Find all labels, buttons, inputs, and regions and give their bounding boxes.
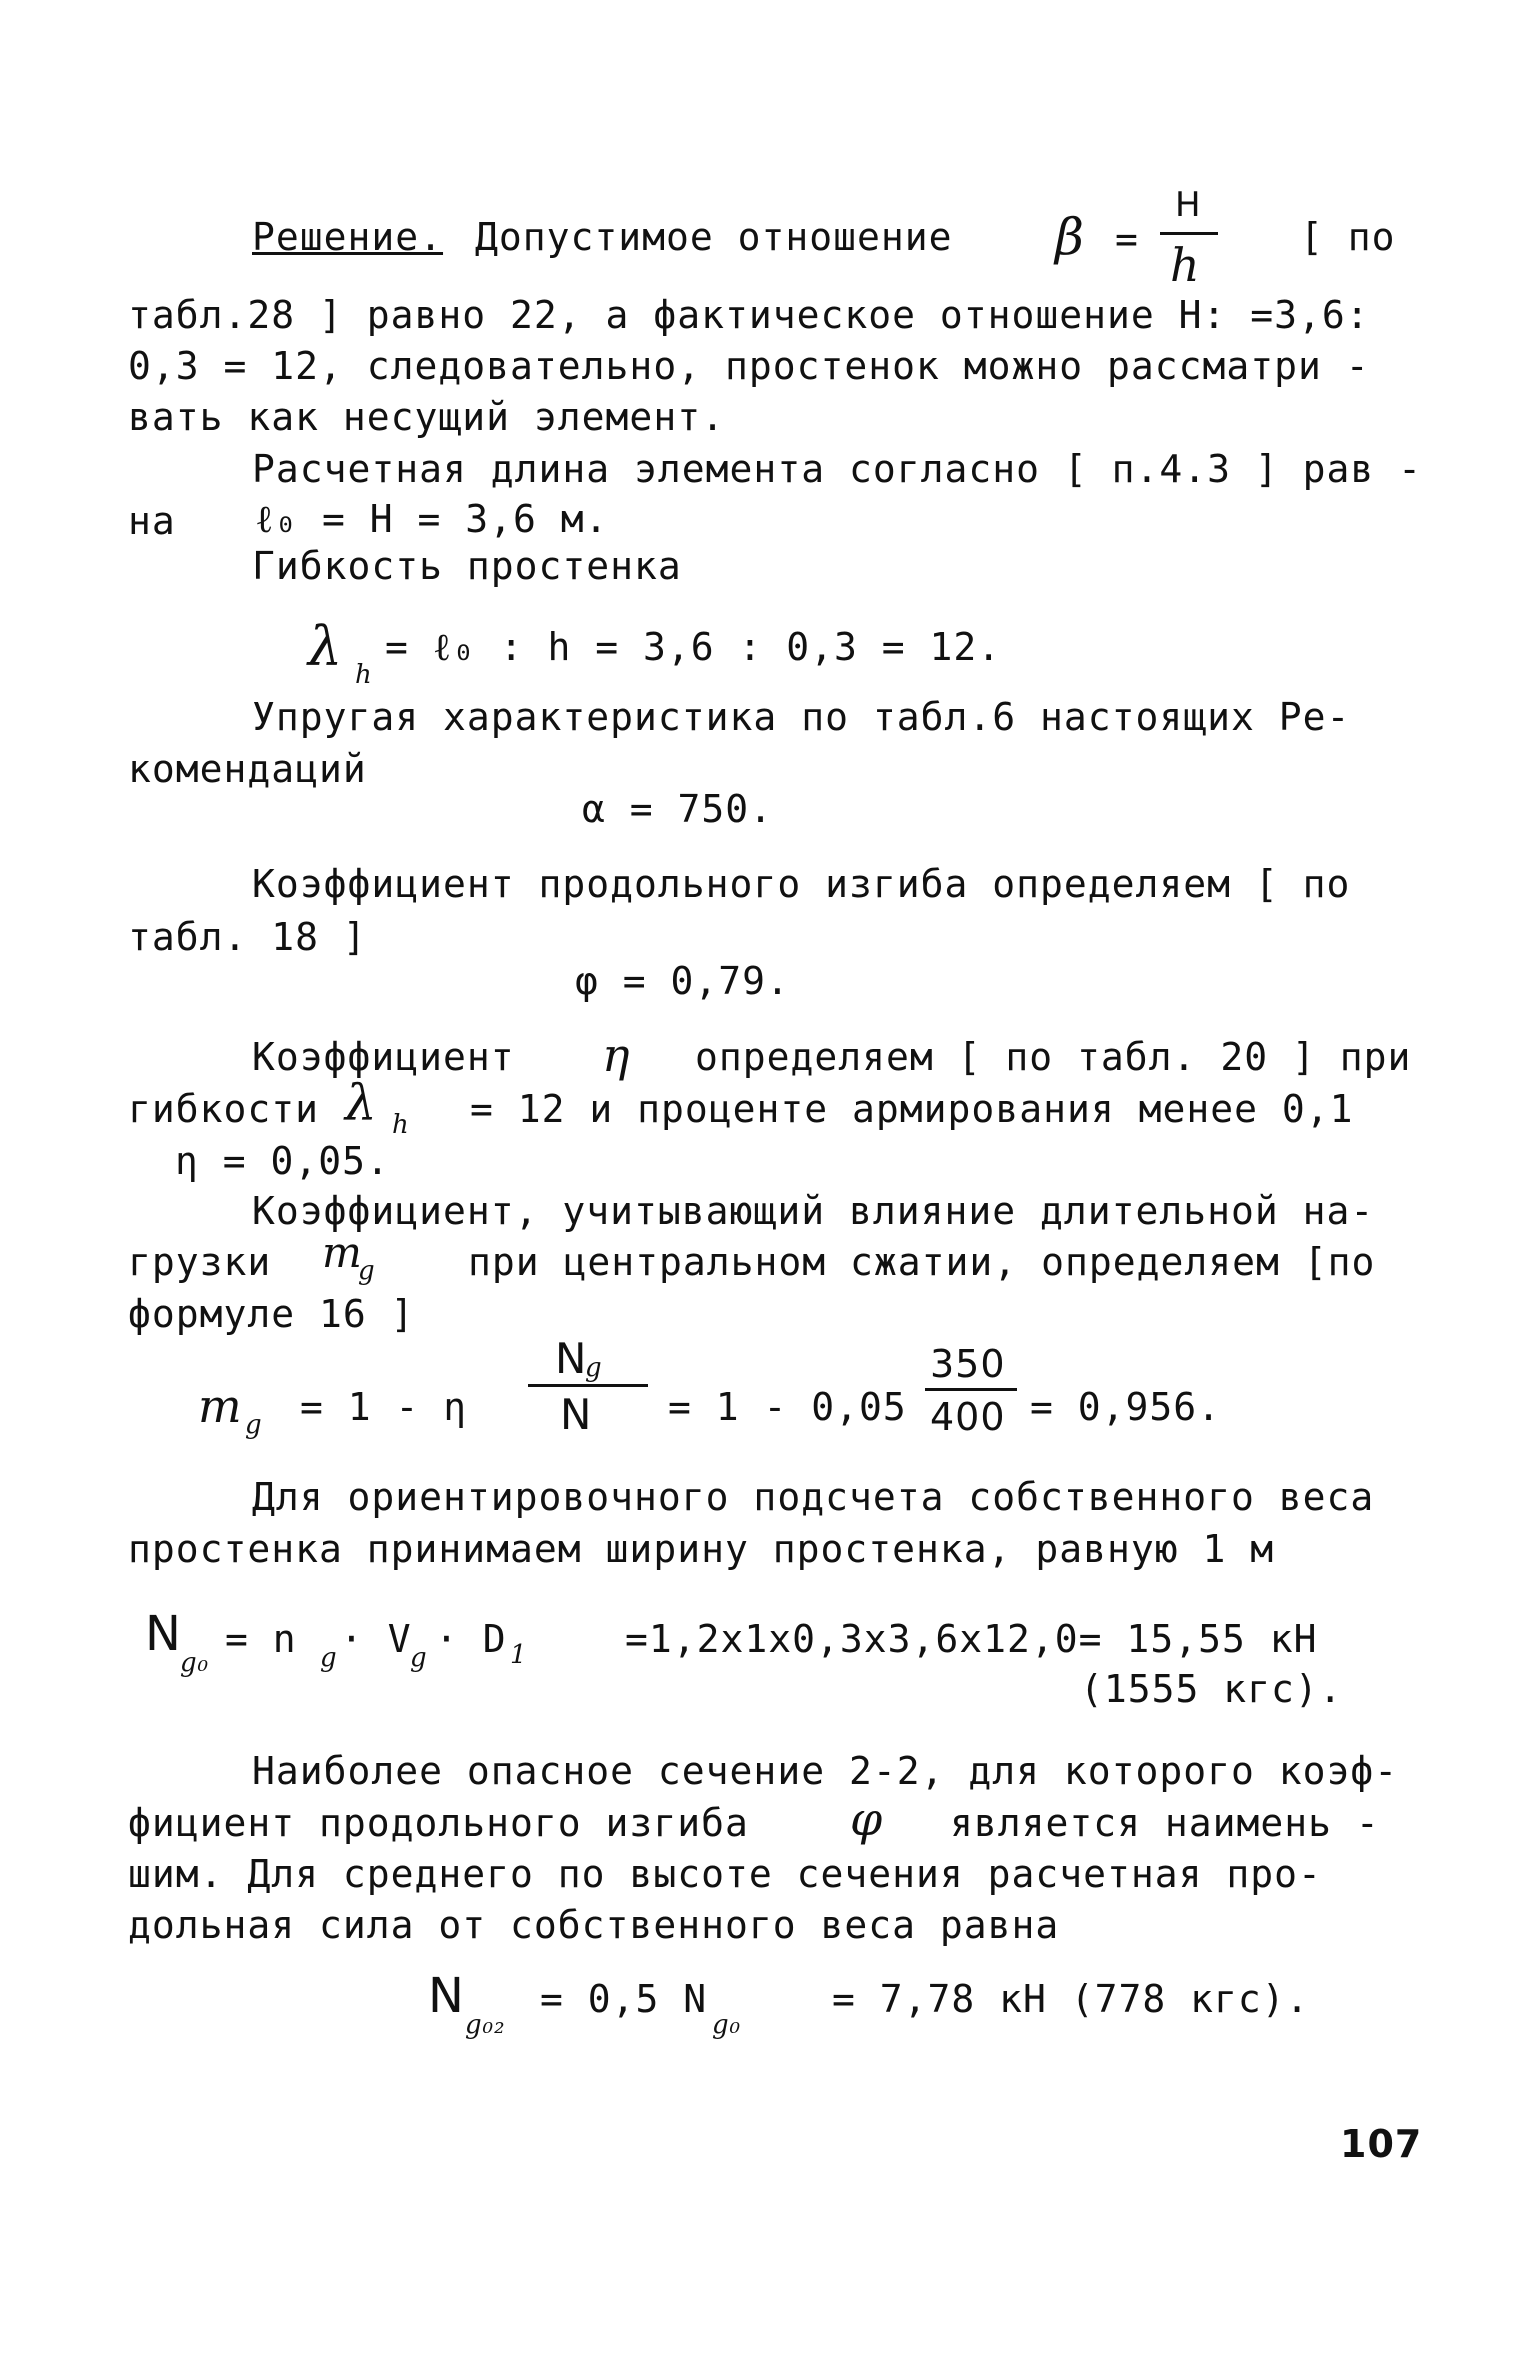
- formula-text: η = 0,05.: [175, 1139, 390, 1183]
- formula-symbol: N: [428, 1968, 465, 2024]
- formula-symbol: m: [198, 1379, 243, 1433]
- formula-text: (1555 кгс).: [1080, 1667, 1343, 1711]
- paragraph-line: 0,3 = 12, следовательно, простенок можно рассматри -: [128, 344, 1370, 388]
- paragraph-text: является наимень -: [950, 1801, 1380, 1845]
- formula-text: = 1 - 0,05: [668, 1385, 907, 1429]
- fraction-line: [925, 1388, 1017, 1391]
- paragraph-line: комендаций: [128, 747, 367, 791]
- paragraph-line: табл.28 ] равно 22, а фактическое отношение Н: =3,6:: [128, 293, 1370, 337]
- formula-subscript: g: [245, 1410, 263, 1440]
- formula-text: = 0,956.: [1030, 1385, 1222, 1429]
- fraction-line: [1160, 232, 1218, 235]
- paragraph-text: при центральном сжатии, определяем [по: [468, 1240, 1376, 1284]
- formula-subscript: g: [320, 1643, 338, 1673]
- paragraph-line: Гибкость простенка: [252, 544, 682, 588]
- formula-subscript: g: [410, 1643, 428, 1673]
- formula-text: α = 750.: [582, 787, 774, 831]
- formula-numerator: N: [555, 1334, 588, 1383]
- solution-heading: Решение.: [252, 215, 444, 259]
- paragraph-line: формуле 16 ]: [128, 1292, 415, 1336]
- formula-symbol: λ: [308, 615, 344, 678]
- paragraph-text: грузки: [128, 1240, 272, 1284]
- paragraph-line: Коэффициент, учитывающий влияние длительной на-: [252, 1189, 1375, 1233]
- formula-subscript: h: [392, 1110, 410, 1140]
- paragraph-line: Для ориентировочного подсчета собственного веса: [252, 1475, 1375, 1519]
- formula-denominator: h: [1170, 238, 1201, 292]
- paragraph-text: гибкости: [128, 1087, 320, 1131]
- formula-symbol: φ: [850, 1792, 884, 1846]
- formula-subscript: h: [355, 660, 373, 690]
- formula-subscript: g: [585, 1353, 603, 1383]
- formula-text: φ = 0,79.: [575, 959, 790, 1003]
- paragraph-line: табл. 18 ]: [128, 915, 367, 959]
- formula-symbol: N: [145, 1606, 182, 1662]
- paragraph-line: Расчетная длина элемента согласно [ п.4.3 ] рав -: [252, 447, 1423, 491]
- paragraph-line: Упругая характеристика по табл.6 настоящих Ре-: [252, 695, 1351, 739]
- reference-text: [ по: [1300, 215, 1396, 259]
- formula-subscript: g₀₂: [465, 2010, 506, 2040]
- formula-denominator: N: [560, 1390, 593, 1439]
- formula-subscript: g₀: [712, 2010, 742, 2040]
- formula-symbol: β: [1055, 208, 1085, 266]
- paragraph-text: Коэффициент: [252, 1035, 515, 1079]
- paragraph-line: Наиболее опасное сечение 2-2, для которого коэф-: [252, 1749, 1399, 1793]
- paragraph-text: фициент продольного изгиба: [128, 1801, 749, 1845]
- paragraph-line: Коэффициент продольного изгиба определяем [ по: [252, 862, 1351, 906]
- paragraph-line: дольная сила от собственного веса равна: [128, 1903, 1060, 1947]
- formula-numerator: H: [1175, 185, 1202, 225]
- paragraph-text: определяем [ по табл. 20 ] при: [695, 1035, 1412, 1079]
- formula-text: = n: [225, 1617, 297, 1661]
- paragraph-line: вать как несущий элемент.: [128, 395, 725, 439]
- formula-text: =1,2x1x0,3x3,6x12,0= 15,55 кН: [625, 1617, 1318, 1661]
- formula-symbol: m: [322, 1228, 363, 1277]
- paragraph-text: = 12 и проценте армирования менее 0,1: [470, 1087, 1354, 1131]
- formula-symbol: λ: [345, 1074, 378, 1132]
- formula-symbol: =: [1115, 217, 1139, 261]
- formula-text: = ℓ₀ : h = 3,6 : 0,3 = 12.: [385, 625, 1002, 669]
- formula-text: = 0,5 N: [540, 1977, 708, 2021]
- formula-text: = 1 - η: [300, 1385, 468, 1429]
- formula-symbol: η: [602, 1028, 631, 1082]
- paragraph-line: шим. Для среднего по высоте сечения расчетная про-: [128, 1852, 1322, 1896]
- paragraph-line: простенка принимаем ширину простенка, равную 1 м: [128, 1527, 1275, 1571]
- formula-text: · V: [340, 1617, 412, 1661]
- paragraph-text: Допустимое отношение: [475, 215, 953, 259]
- formula-inline: ℓ₀ = H = 3,6 м.: [255, 497, 609, 541]
- page-number: 107: [1340, 2122, 1423, 2166]
- formula-numerator: 350: [930, 1342, 1006, 1386]
- formula-text: = 7,78 кН (778 кгс).: [832, 1977, 1310, 2021]
- paragraph-line: на: [128, 499, 176, 543]
- formula-subscript: 1: [510, 1640, 528, 1670]
- formula-text: · D: [435, 1617, 507, 1661]
- formula-denominator: 400: [930, 1395, 1006, 1439]
- formula-subscript: g₀: [180, 1648, 210, 1678]
- fraction-line: [528, 1384, 648, 1387]
- formula-subscript: g: [358, 1256, 376, 1286]
